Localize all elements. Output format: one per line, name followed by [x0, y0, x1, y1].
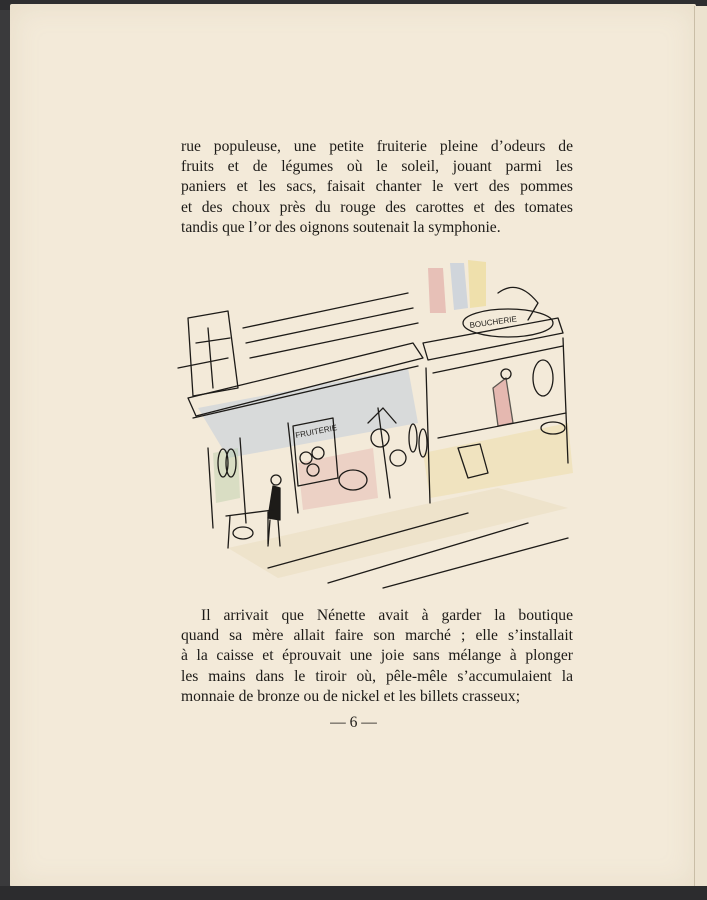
- fruit: [312, 447, 324, 459]
- bakery-sign: BOUCHERIE: [469, 314, 518, 330]
- sausage: [419, 429, 427, 457]
- fruit-wash: [298, 448, 378, 510]
- text-line: quand sa mère allait faire son marché ; elle s’installait: [181, 627, 573, 645]
- flag-red: [428, 268, 446, 313]
- awning-wash: [198, 368, 418, 458]
- next-page-edge: [694, 6, 707, 886]
- text-line: monnaie de bronze ou de nickel et les billets crasseux;: [181, 687, 521, 705]
- text-line: et des choux près du rouge des carottes et des tomates: [181, 198, 573, 216]
- text-line: rue populeuse, une petite fruiterie pleine d’odeurs de: [181, 138, 573, 155]
- flag-yellow: [468, 260, 486, 308]
- text-line: fruits et de légumes où le soleil, jouant parmi les: [181, 158, 573, 176]
- paragraph-1: [181, 137, 573, 238]
- ox-head: [498, 287, 538, 320]
- basket: [371, 429, 389, 447]
- text-line: à la caisse et éprouvait une joie sans mélange à plonger: [181, 647, 573, 665]
- text-line: paniers et les sacs, faisait chanter le vert des pommes: [181, 178, 573, 196]
- text-line: tandis que l’or des oignons soutenait la symphonie.: [181, 218, 501, 236]
- basket: [390, 450, 406, 466]
- text-line: les mains dans le tiroir où, pêle-mêle s’accumulaient la: [181, 667, 573, 685]
- text-line: Il arrivait que Nénette avait à garder la boutique: [201, 607, 573, 624]
- flag-blue: [450, 263, 468, 310]
- page-number: — 6 —: [330, 714, 377, 731]
- fruiterie-sign: FRUITERIE: [294, 423, 338, 440]
- scan-background-bottom: [0, 886, 707, 900]
- stool: [233, 527, 253, 539]
- ledge-line: [178, 358, 228, 368]
- sausage: [409, 424, 417, 452]
- woman-head: [271, 475, 281, 485]
- woman-figure: [268, 486, 280, 520]
- street-shop-illustration: [168, 248, 586, 593]
- butcher-figure: [493, 378, 513, 426]
- hanging-meat: [533, 360, 553, 396]
- paragraph-2: [181, 606, 573, 707]
